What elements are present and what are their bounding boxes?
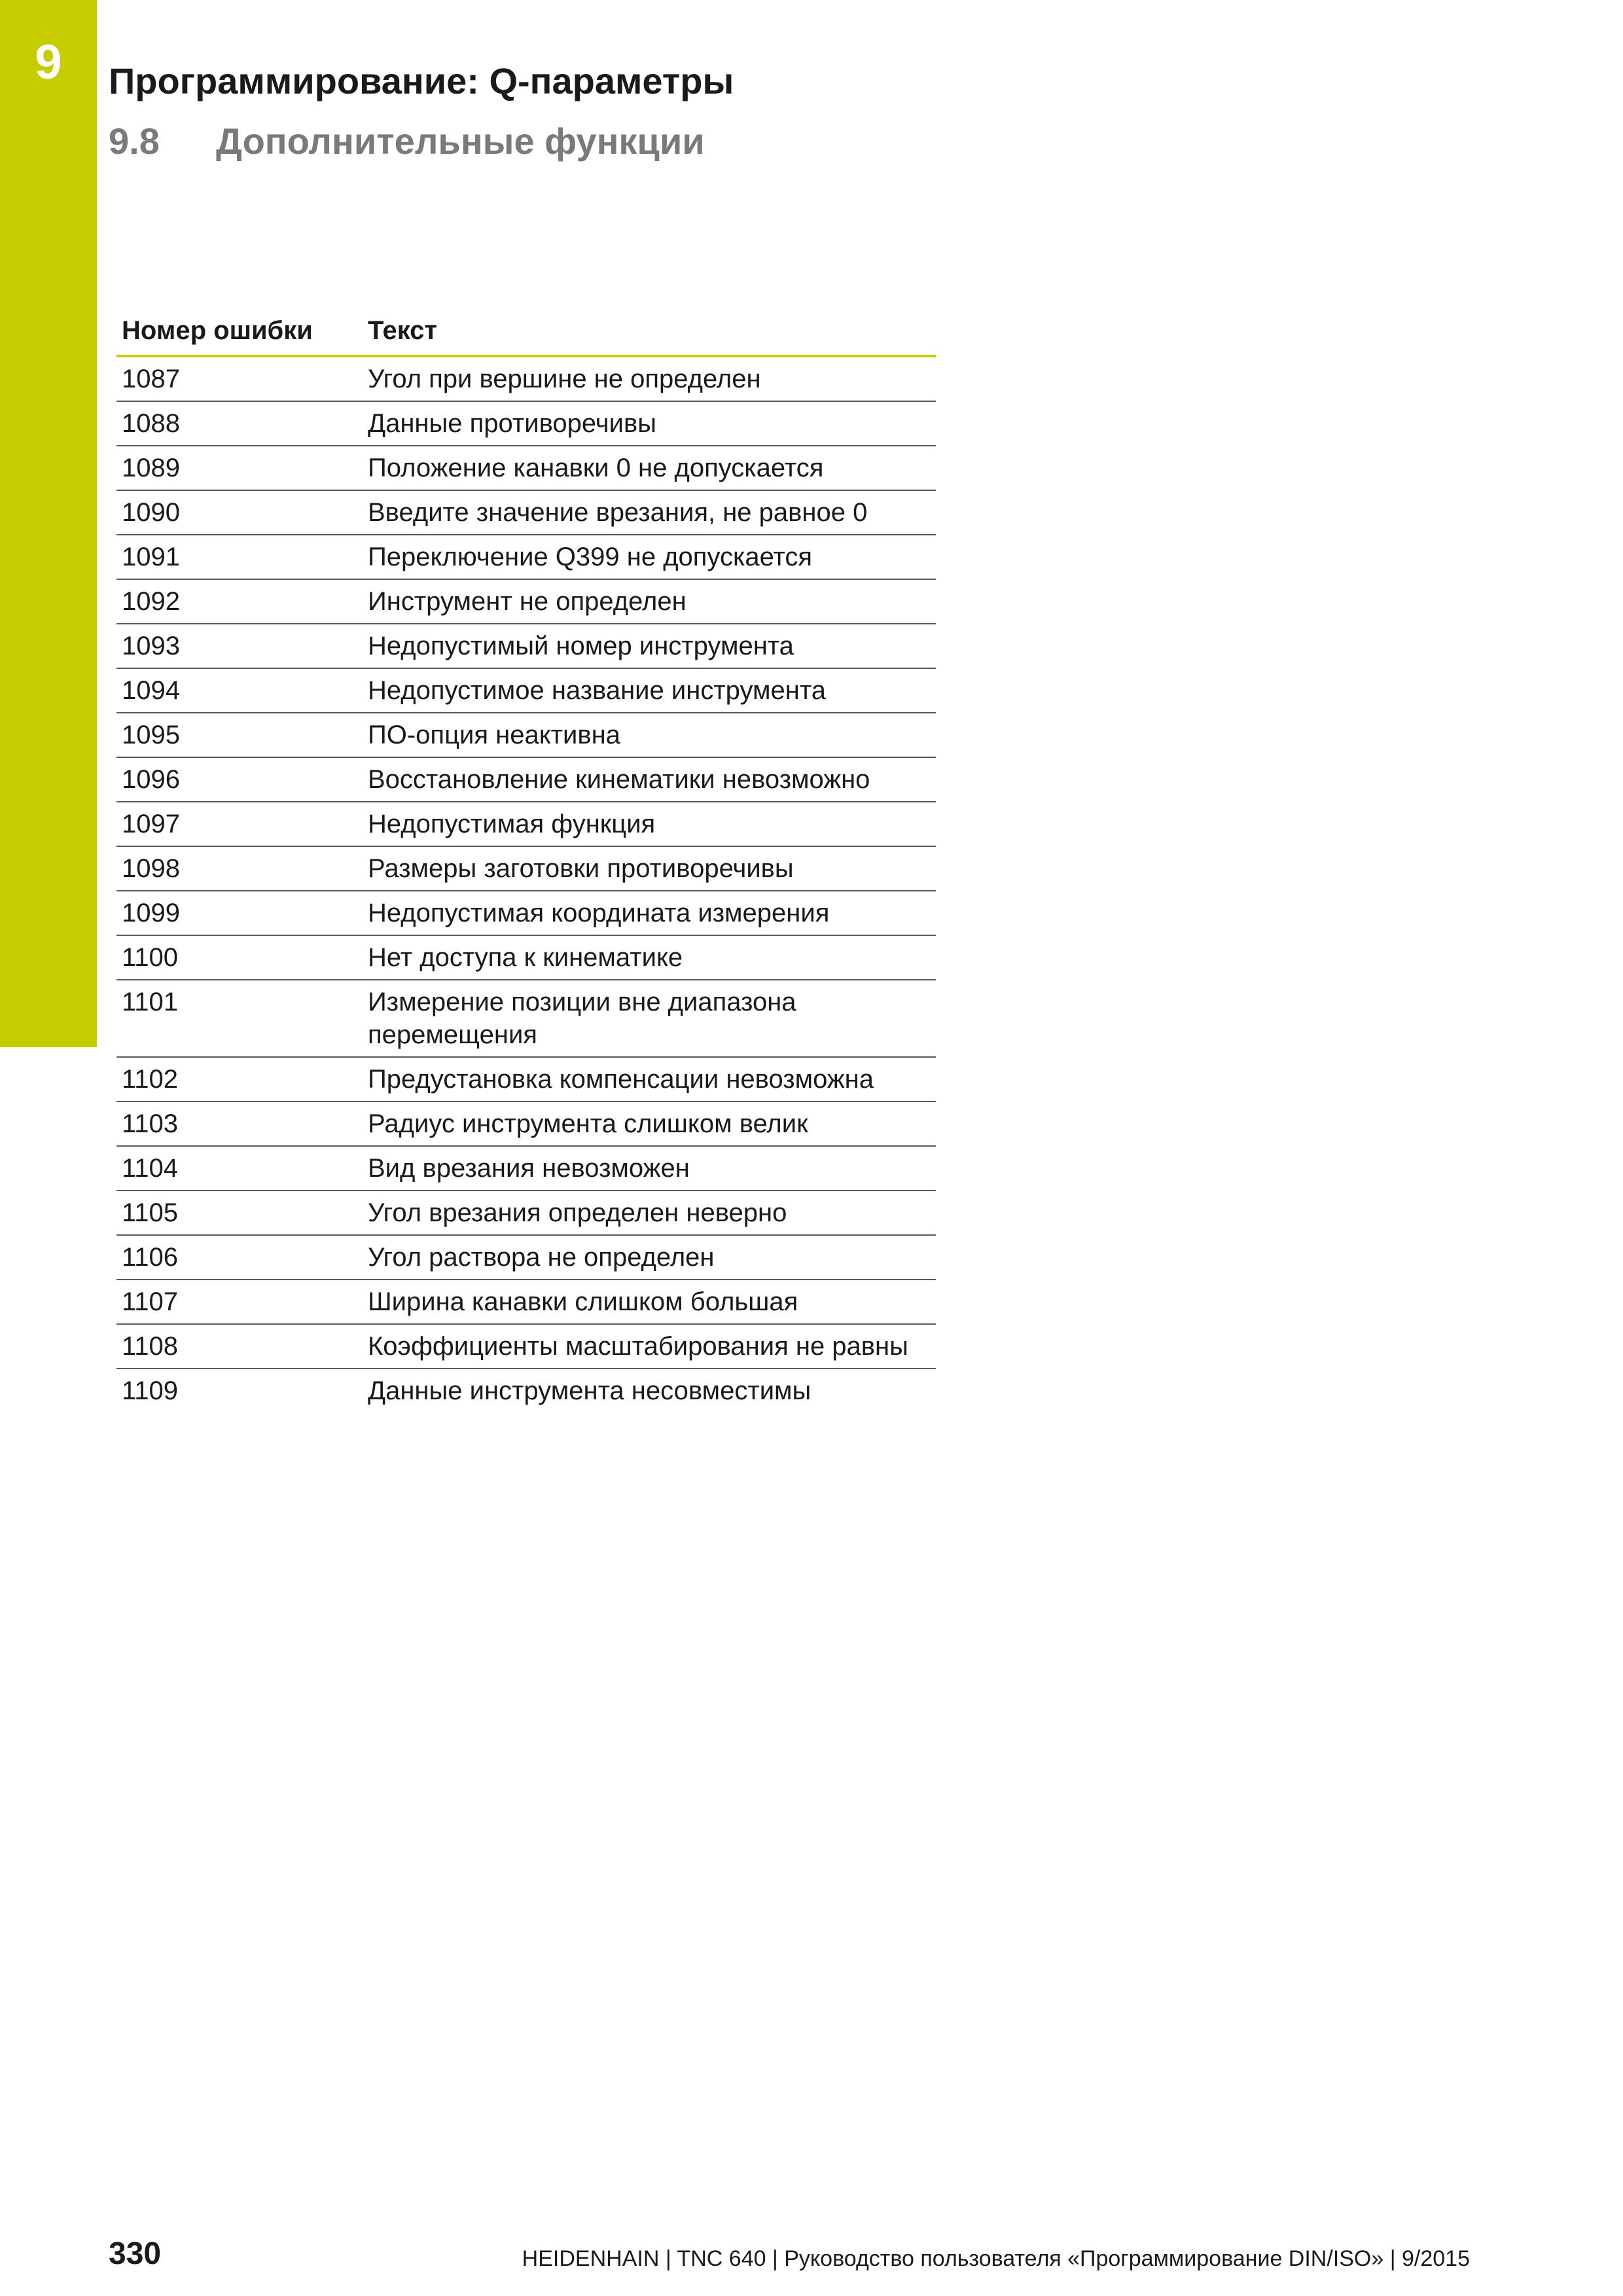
error-number-cell: 1107 [116, 1280, 363, 1324]
error-number-cell: 1100 [116, 935, 363, 980]
table-header-row [116, 308, 936, 356]
error-number-cell: 1108 [116, 1324, 363, 1369]
table-row [116, 401, 936, 446]
chapter-number: 9 [35, 35, 62, 89]
table-row [116, 1146, 936, 1191]
table-row [116, 668, 936, 713]
error-text-cell: Недопустимый номер инструмента [363, 624, 936, 668]
table-row [116, 535, 936, 579]
error-number-cell: 1089 [116, 446, 363, 490]
error-number-cell: 1092 [116, 579, 363, 624]
error-text-cell: Радиус инструмента слишком велик [363, 1102, 936, 1146]
section-title: Дополнительные функции [216, 120, 705, 162]
table-row [116, 1324, 936, 1369]
error-text-cell: Недопустимая координата измерения [363, 891, 936, 935]
error-text-cell: Угол при вершине не определен [363, 356, 936, 401]
error-number-cell: 1099 [116, 891, 363, 935]
error-number-cell: 1095 [116, 713, 363, 757]
table-row [116, 490, 936, 535]
table-row [116, 1057, 936, 1102]
table-row [116, 891, 936, 935]
table-row [116, 846, 936, 891]
table-row [116, 1369, 936, 1412]
error-number-cell: 1088 [116, 401, 363, 446]
error-text-cell: Данные инструмента несовместимы [368, 1376, 812, 1405]
error-number-cell: 1097 [116, 802, 363, 846]
error-text-cell: Коэффициенты масштабирования не равны [363, 1324, 936, 1369]
error-text-cell: Положение канавки 0 не допускается [363, 446, 936, 490]
table-row [116, 713, 936, 757]
table-row [116, 1235, 936, 1280]
table-row [116, 935, 936, 980]
page-number: 330 [109, 2236, 162, 2271]
error-text-cell: Недопустимое название инструмента [363, 668, 936, 713]
error-number-cell: 1101 [116, 980, 363, 1057]
error-number-cell: 1105 [116, 1191, 363, 1235]
table-body [116, 356, 936, 1412]
column-header-text: Текст [363, 308, 936, 356]
error-text-cell: Введите значение врезания, не равное 0 [363, 490, 936, 535]
error-number-cell: 1102 [116, 1057, 363, 1102]
table-row [116, 579, 936, 624]
error-text-cell: Недопустимая функция [363, 802, 936, 846]
table-row [116, 624, 936, 668]
chapter-tab [0, 0, 97, 1047]
table-row [116, 980, 936, 1057]
error-number-cell: 1109 [122, 1376, 179, 1405]
chapter-title: Программирование: Q-параметры [109, 60, 734, 101]
error-number-cell: 1087 [116, 356, 363, 401]
error-number-cell: 1093 [116, 624, 363, 668]
error-text-cell: Инструмент не определен [363, 579, 936, 624]
footer-text: HEIDENHAIN | TNC 640 | Руководство пользователя «Программирование DIN/ISO» | 9/2015 [522, 2246, 1470, 2271]
table-row [116, 802, 936, 846]
error-number-cell: 1094 [116, 668, 363, 713]
error-text-cell: Угол раствора не определен [363, 1235, 936, 1280]
table-row [116, 1280, 936, 1324]
error-text-cell: Измерение позиции вне диапазона перемещения [363, 980, 936, 1057]
error-text-cell: Восстановление кинематики невозможно [363, 757, 936, 802]
error-text-cell: Данные противоречивы [363, 401, 936, 446]
error-text-cell: Угол врезания определен неверно [363, 1191, 936, 1235]
error-text-cell: Размеры заготовки противоречивы [363, 846, 936, 891]
error-text-cell: Вид врезания невозможен [363, 1146, 936, 1191]
error-number-cell: 1103 [116, 1102, 363, 1146]
section-heading [109, 120, 705, 162]
error-number-cell: 1091 [116, 535, 363, 579]
error-number-cell: 1096 [116, 757, 363, 802]
error-text-cell: Предустановка компенсации невозможна [363, 1057, 936, 1102]
error-number-cell: 1098 [116, 846, 363, 891]
table-row [116, 1191, 936, 1235]
table-row [116, 356, 936, 401]
table-row [116, 1102, 936, 1146]
error-text-cell: Ширина канавки слишком большая [363, 1280, 936, 1324]
table-row [116, 757, 936, 802]
error-text-cell: Нет доступа к кинематике [363, 935, 936, 980]
error-table [116, 308, 936, 1412]
error-text-cell: Переключение Q399 не допускается [363, 535, 936, 579]
error-number-cell: 1104 [116, 1146, 363, 1191]
error-number-cell: 1106 [116, 1235, 363, 1280]
column-header-error-number: Номер ошибки [116, 308, 363, 356]
error-number-cell: 1090 [116, 490, 363, 535]
table-row [116, 446, 936, 490]
section-number: 9.8 [109, 120, 160, 162]
error-text-cell: ПО-опция неактивна [363, 713, 936, 757]
